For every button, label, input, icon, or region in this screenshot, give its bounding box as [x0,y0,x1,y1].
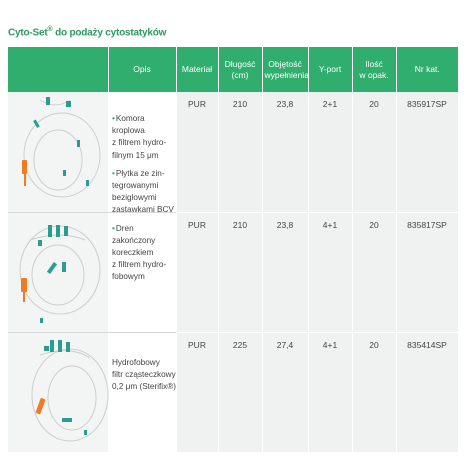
yport-cell: 4+1 [308,332,352,452]
material-cell: PUR [176,332,218,452]
yport-cell: 2+1 [308,92,352,212]
page-title: Cyto-Set® do podaży cytostatyków [8,26,167,39]
header-opis: Opis [108,47,176,92]
ilosc-cell: 20 [352,332,396,452]
infusion-set-icon-2 [20,226,100,314]
nrkat-cell: 835817SP [396,212,458,332]
objetosc-cell: 27,4 [262,332,308,452]
header-ilosc: Ilość w opak. [352,47,396,92]
description-item: •Płytka ze zin- tegrowanymi beziglowymi zastawkami BCV [112,168,174,215]
description-item: •Dren zakończony koreczkiem z filtrem hydro- fobowym [112,223,167,282]
objetosc-cell: 23,8 [262,212,308,332]
nrkat-cell: 835414SP [396,332,458,452]
infusion-set-icon-3 [32,349,108,441]
header-dlugosc: Długość (cm) [218,47,262,92]
header-material: Materiał [176,47,218,92]
dlugosc-cell: 210 [218,212,262,332]
ilosc-cell: 20 [352,92,396,212]
header-yport: Y-port [308,47,352,92]
dlugosc-cell: 225 [218,332,262,452]
dlugosc-cell: 210 [218,92,262,212]
objetosc-cell: 23,8 [262,92,308,212]
header-objetosc: Objętość wypełnienia [262,47,308,92]
row3-description: Hydrofobowy filtr cząsteczkowy 0,2 μm (Sterifix®) [112,358,176,392]
material-cell: PUR [176,212,218,332]
nrkat-cell: 835917SP [396,92,458,212]
connector-icon [21,225,68,323]
header-nrkat: Nr kat. [396,47,458,92]
connector-icon [22,97,89,186]
ilosc-cell: 20 [352,212,396,332]
yport-cell: 4+1 [308,212,352,332]
material-cell: PUR [176,92,218,212]
description-item: •Komora kroplowa z filtrem hydro- filnym 15 μm [112,114,167,160]
